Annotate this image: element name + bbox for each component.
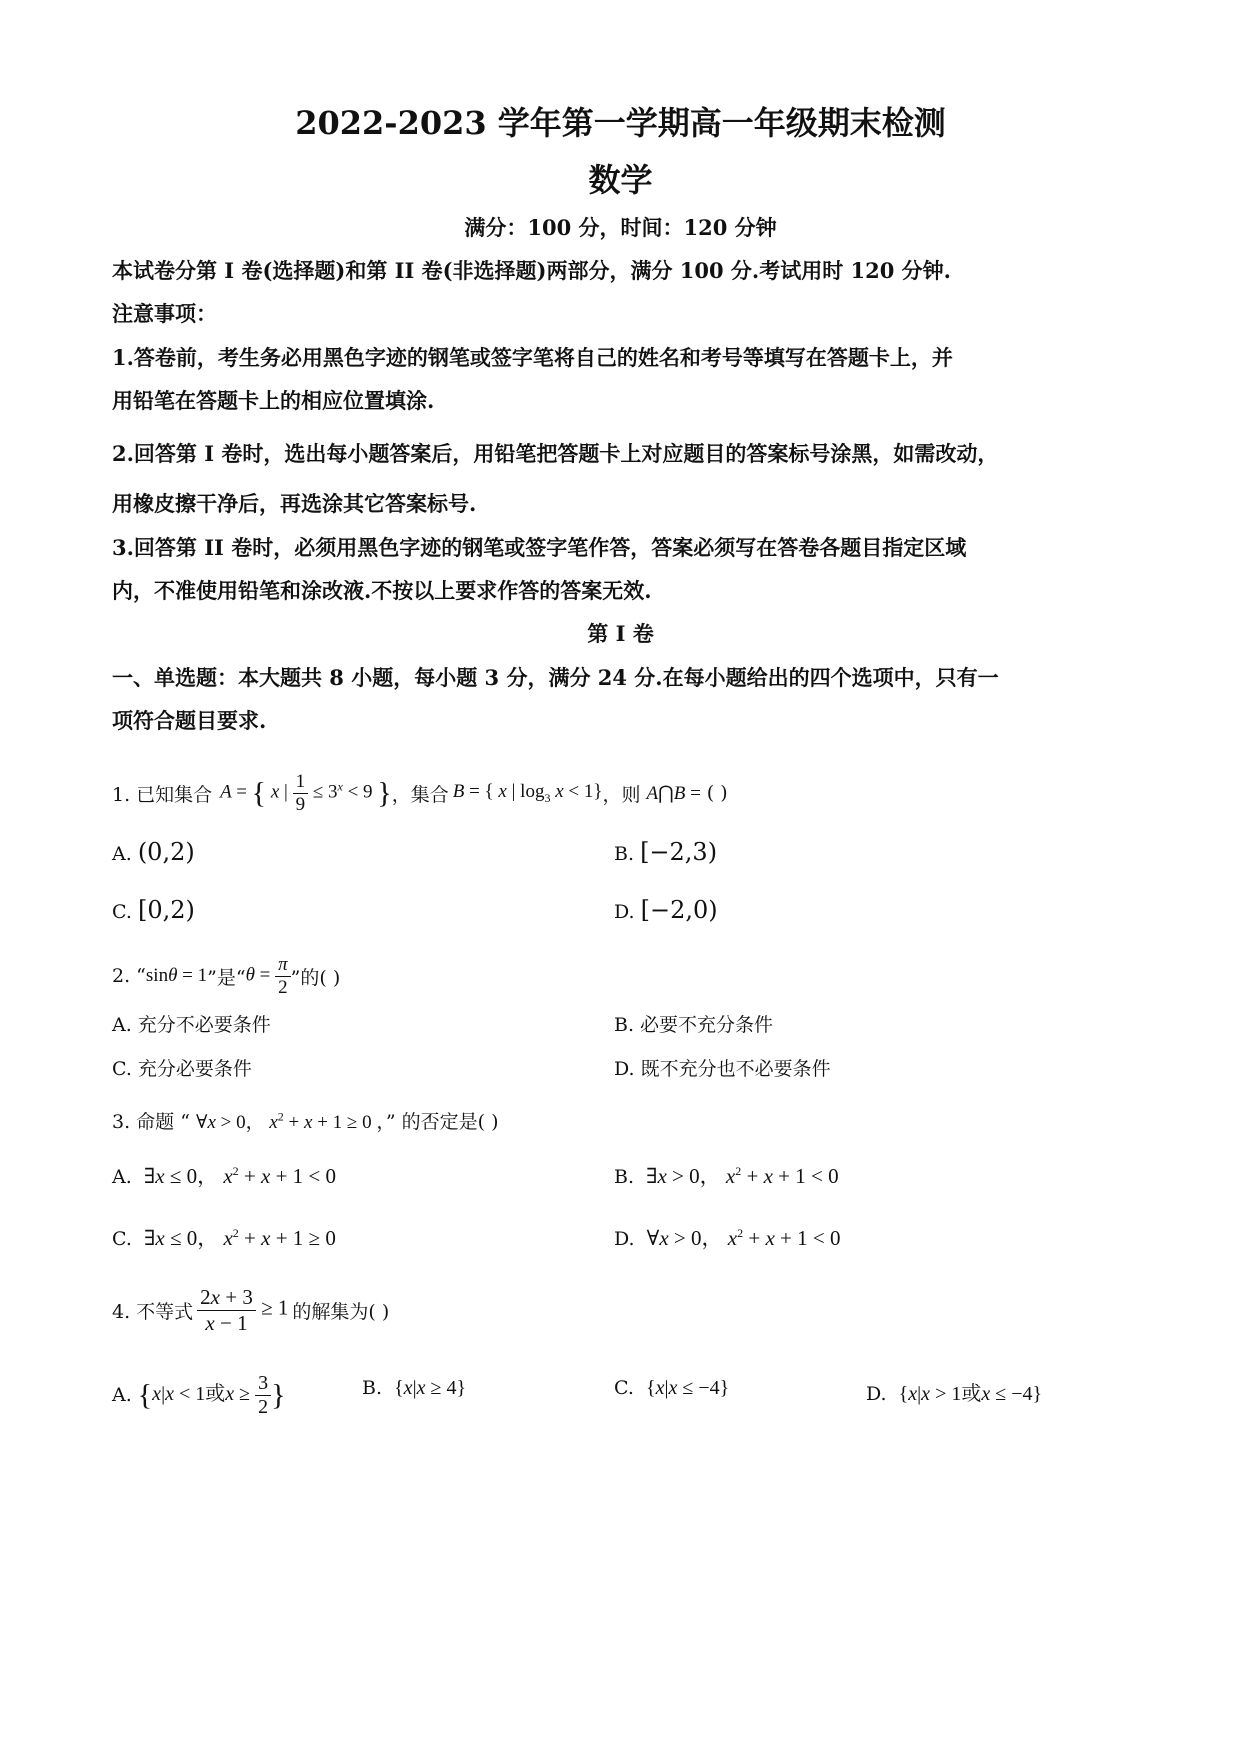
part1-line-1: 一、单选题：本大题共 8 小题，每小题 3 分，满分 24 分.在每小题给出的四个选项中，只有一 xyxy=(112,665,999,690)
q3-option-a: A. ∃x ≤ 0， $x^2 + x + 1 < 0$ xyxy=(112,1164,337,1188)
q2-mid: ”是“ xyxy=(207,966,246,989)
q4-prefix: 4. 不等式 xyxy=(112,1300,194,1323)
q1-option-d: D. [−2,0) xyxy=(614,896,718,924)
q2-condition: sinθ = 1 xyxy=(145,965,208,986)
q1-mid: ，集合 xyxy=(391,783,449,806)
question-2 xyxy=(112,948,340,1004)
q3-proposition: ∀x > 0， $x^2 + x + 1 \ge 0$ xyxy=(195,1109,372,1133)
intro-line: 本试卷分第 I 卷(选择题)和第 II 卷(非选择题)两部分，满分 100 分.考试用时 120 分钟. xyxy=(112,258,951,283)
q4-option-d: D. {x|x > 1或x ≤ −4} xyxy=(866,1383,1043,1405)
q1-option-b: B. [−2,3) xyxy=(614,838,718,866)
q1-prefix: 1. 已知集合 xyxy=(112,783,213,806)
question-1 xyxy=(112,758,728,828)
exam-title: 2022-2023 学年第一学期高一年级期末检测 xyxy=(295,104,946,142)
q3-suffix: ，” 的否定是( ) xyxy=(376,1111,499,1133)
q4-option-a: A. {x|x < 1或x ≥ $\frac{3}{2}$ } xyxy=(112,1371,286,1418)
score-time-line: 满分：100 分，时间：120 分钟 xyxy=(464,215,777,240)
q1-option-a: A. (0,2) xyxy=(112,838,195,866)
q1-suffix: ，则 xyxy=(602,783,641,806)
q3-option-d: D. ∀x > 0， $x^2 + x + 1 < 0$ xyxy=(614,1226,841,1250)
note-1-line-2: 用铅笔在答题卡上的相应位置填涂. xyxy=(112,388,435,413)
q3-prefix: 3. 命题 “ xyxy=(112,1111,190,1133)
q4-suffix: 的解集为( ) xyxy=(292,1300,390,1323)
q2-prefix: 2. “ xyxy=(112,965,146,987)
q3-option-b: B. ∃x > 0， $x^2 + x + 1 < 0$ xyxy=(614,1164,839,1188)
q1-set-a: A = { x | $\frac{1}{9}$ ≤ $3^x < 9$ } xyxy=(220,770,392,815)
q4-inequality: $\frac{2x + 3}{x - 1}$ ≥ 1 xyxy=(197,1285,288,1334)
volume-heading: 第 I 卷 xyxy=(587,621,654,646)
q1-paren: ( ) xyxy=(706,782,728,804)
q2-suffix: ”的( ) xyxy=(290,966,341,989)
note-1-line-1: 1.答卷前，考生务必用黑色字迹的钢笔或签字笔将自己的姓名和考号等填写在答题卡上，并 xyxy=(112,345,953,370)
q2-theta: θ = $\frac{\pi}{2}$ xyxy=(246,954,291,999)
q3-option-c: C. ∃x ≤ 0， $x^2 + x + 1 \ge 0$ xyxy=(112,1226,336,1250)
q2-option-d: D. 既不充分也不必要条件 xyxy=(614,1058,831,1080)
q1-intersection: A⋂B = xyxy=(646,782,701,804)
note-2-line-1: 2.回答第 I 卷时，选出每小题答案后，用铅笔把答题卡上对应题目的答案标号涂黑，如需改动， xyxy=(112,441,999,466)
subject-title: 数学 xyxy=(588,161,653,199)
q1-option-c: C. [0,2) xyxy=(112,896,195,924)
note-3-line-2: 内，不准使用铅笔和涂改液.不按以上要求作答的答案无效. xyxy=(112,578,652,603)
q2-option-b: B. 必要不充分条件 xyxy=(614,1014,774,1036)
question-3 xyxy=(112,1107,498,1134)
q4-option-c: C. {x|x ≤ −4} xyxy=(614,1377,730,1399)
note-2-line-2: 用橡皮擦干净后，再选涂其它答案标号. xyxy=(112,491,477,516)
notes-heading: 注意事项： xyxy=(112,301,217,326)
part1-line-2: 项符合题目要求. xyxy=(112,708,267,733)
q1-set-b: B = { x | $\log_3 x < 1$} xyxy=(452,780,603,805)
question-4 xyxy=(112,1270,389,1350)
q2-option-a: A. 充分不必要条件 xyxy=(112,1014,271,1036)
note-3-line-1: 3.回答第 II 卷时，必须用黑色字迹的钢笔或签字笔作答，答案必须写在答卷各题目指定区域 xyxy=(112,535,967,560)
q4-option-b: B. {x|x ≥ 4} xyxy=(362,1377,467,1399)
q2-option-c: C. 充分必要条件 xyxy=(112,1058,252,1080)
